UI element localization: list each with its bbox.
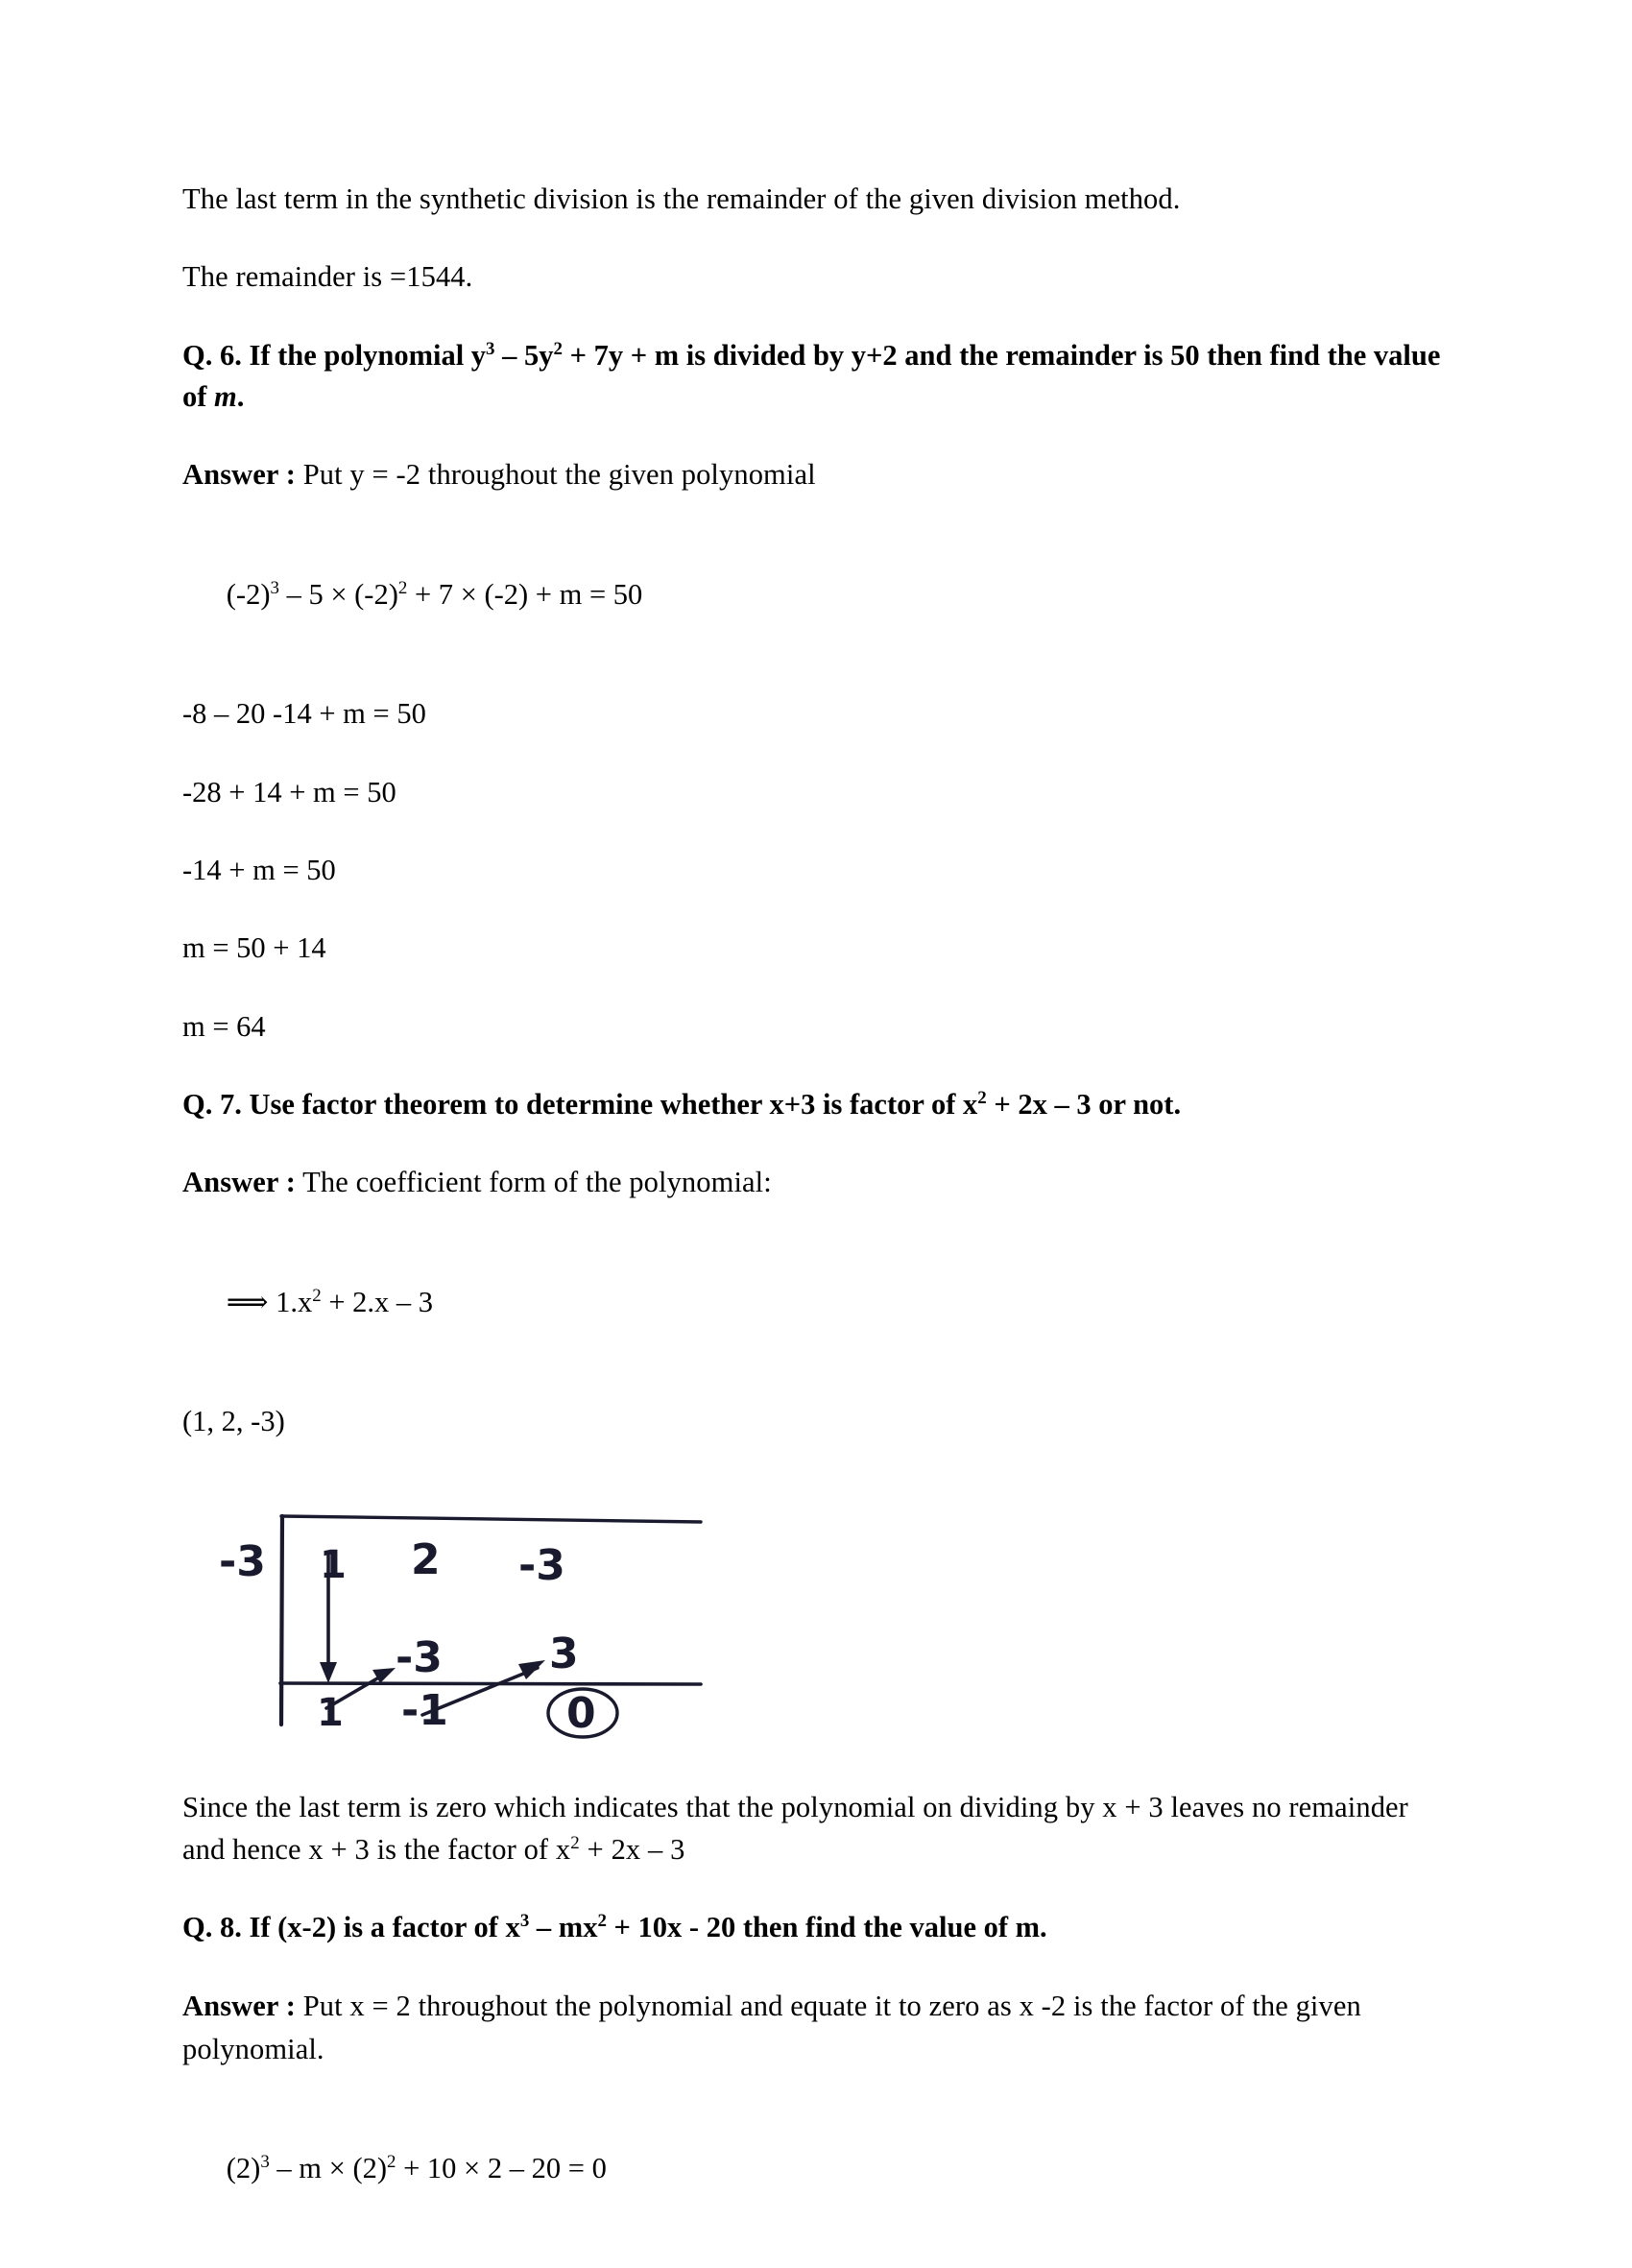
q7-coefficient-form [182, 1240, 1448, 1364]
sum-remainder: 0 [566, 1688, 596, 1738]
q7-coeff-a: 1.x [268, 1285, 313, 1318]
q7-conclusion-part1: Since the last term is zero which indicates that the polynomial on dividing by x + 3 leaves no remainder and hence x + 3 is the factor of x [182, 1790, 1408, 1866]
page-content [182, 179, 1448, 2268]
q7-answer-label: Answer : [182, 1166, 296, 1199]
q7-conclusion [182, 1786, 1448, 1870]
q8-heading-part1: If (x-2) is a factor of x [249, 1911, 520, 1944]
question-6-heading [182, 335, 1448, 419]
implies-arrow-icon: ⟹ [226, 1285, 269, 1318]
q6-answer-line [182, 454, 1448, 495]
synthetic-division-drawing [182, 1480, 797, 1753]
coefficient-3: -3 [518, 1540, 565, 1590]
intro-line-2: The remainder is =1544. [182, 260, 473, 294]
divisor-value: -3 [219, 1536, 266, 1586]
q7-answer-text: The coefficient form of the polynomial: [296, 1166, 772, 1199]
q8-heading-sup2: 2 [597, 1910, 607, 1931]
q6-label: Q. 6. [182, 338, 242, 372]
synthetic-division-figure [182, 1480, 797, 1753]
product-1: -3 [396, 1632, 443, 1682]
coefficient-1: 1 [320, 1542, 347, 1587]
division-top-rule [281, 1516, 701, 1522]
q8-heading-part2: – mx [529, 1911, 598, 1944]
q8-answer-text: Put x = 2 throughout the polynomial and equate it to zero as x -2 is the factor of the given polynomial. [182, 1990, 1361, 2065]
q8-step1-c: + 10 × 2 – 20 = 0 [396, 2152, 607, 2185]
q7-coeff-b: + 2.x – 3 [321, 1285, 434, 1318]
q6-answer-text: Put y = -2 throughout the given polynomial [296, 458, 816, 492]
q6-heading-part3: + 7y + m is divided by y+2 and the remainder is 50 then find the value of [182, 338, 1441, 413]
question-8-heading [182, 1907, 1448, 1948]
q8-step1-sup2: 2 [387, 2151, 396, 2172]
q8-label: Q. 8. [182, 1911, 242, 1944]
division-bottom-rule [280, 1683, 701, 1684]
q6-step-4: -14 + m = 50 [182, 853, 336, 886]
q6-heading-end: . [236, 379, 245, 413]
q7-coeff-sup: 2 [312, 1285, 322, 1306]
q8-heading-part3: + 10x - 20 then find the value of m. [606, 1911, 1047, 1944]
q6-heading-italic-m: m [214, 379, 237, 413]
q8-answer-label: Answer : [182, 1990, 296, 2023]
sum-2: -1 [401, 1685, 448, 1735]
q7-label: Q. 7. [182, 1087, 242, 1121]
q6-step-3: -28 + 14 + m = 50 [182, 775, 396, 808]
q7-coefficient-tuple: (1, 2, -3) [182, 1405, 285, 1438]
q6-heading-sup1: 3 [486, 338, 495, 359]
q7-heading-sup: 2 [977, 1087, 987, 1108]
q6-step-6: m = 64 [182, 1009, 266, 1043]
coefficient-2: 2 [411, 1534, 441, 1584]
q8-step-1 [182, 2107, 1448, 2232]
intro-line-1: The last term in the synthetic division is the remainder of the given division method. [182, 182, 1181, 215]
q6-heading-sup2: 2 [553, 338, 563, 359]
q6-step1-a: (-2) [226, 577, 271, 611]
division-vertical-bar [281, 1516, 282, 1725]
question-7-heading [182, 1084, 1448, 1125]
q8-step1-sup1: 3 [260, 2151, 270, 2172]
q8-heading-sup1: 3 [519, 1910, 530, 1931]
q6-heading-part1: If the polynomial y [249, 338, 487, 372]
sum-1: 1 [317, 1690, 344, 1735]
q6-step-5: m = 50 + 14 [182, 931, 326, 965]
q7-heading-part2: + 2x – 3 or not. [986, 1087, 1182, 1121]
q8-step1-a: (2) [226, 2152, 261, 2185]
q6-step1-b: – 5 × (-2) [278, 577, 398, 611]
multiply-arrow-2-head [518, 1660, 545, 1679]
dropdown-arrow-head [320, 1662, 337, 1683]
q7-answer-line [182, 1162, 1448, 1203]
q6-heading-part2: – 5y [494, 338, 554, 372]
q6-step-2: -8 – 20 -14 + m = 50 [182, 697, 426, 731]
q7-heading-part1: Use factor theorem to determine whether x+3 is factor of x [249, 1087, 978, 1121]
q6-step1-c: + 7 × (-2) + m = 50 [407, 577, 643, 611]
q6-answer-label: Answer : [182, 458, 296, 492]
q7-conclusion-part2: + 2x – 3 [579, 1832, 685, 1866]
q8-answer-line [182, 1985, 1448, 2069]
q8-step1-b: – m × (2) [269, 2152, 388, 2185]
product-2: 3 [549, 1629, 579, 1678]
q6-step-1 [182, 532, 1448, 657]
q6-step1-sup2: 2 [397, 577, 408, 598]
q7-conclusion-sup: 2 [570, 1832, 580, 1853]
q6-step1-sup1: 3 [270, 577, 279, 598]
